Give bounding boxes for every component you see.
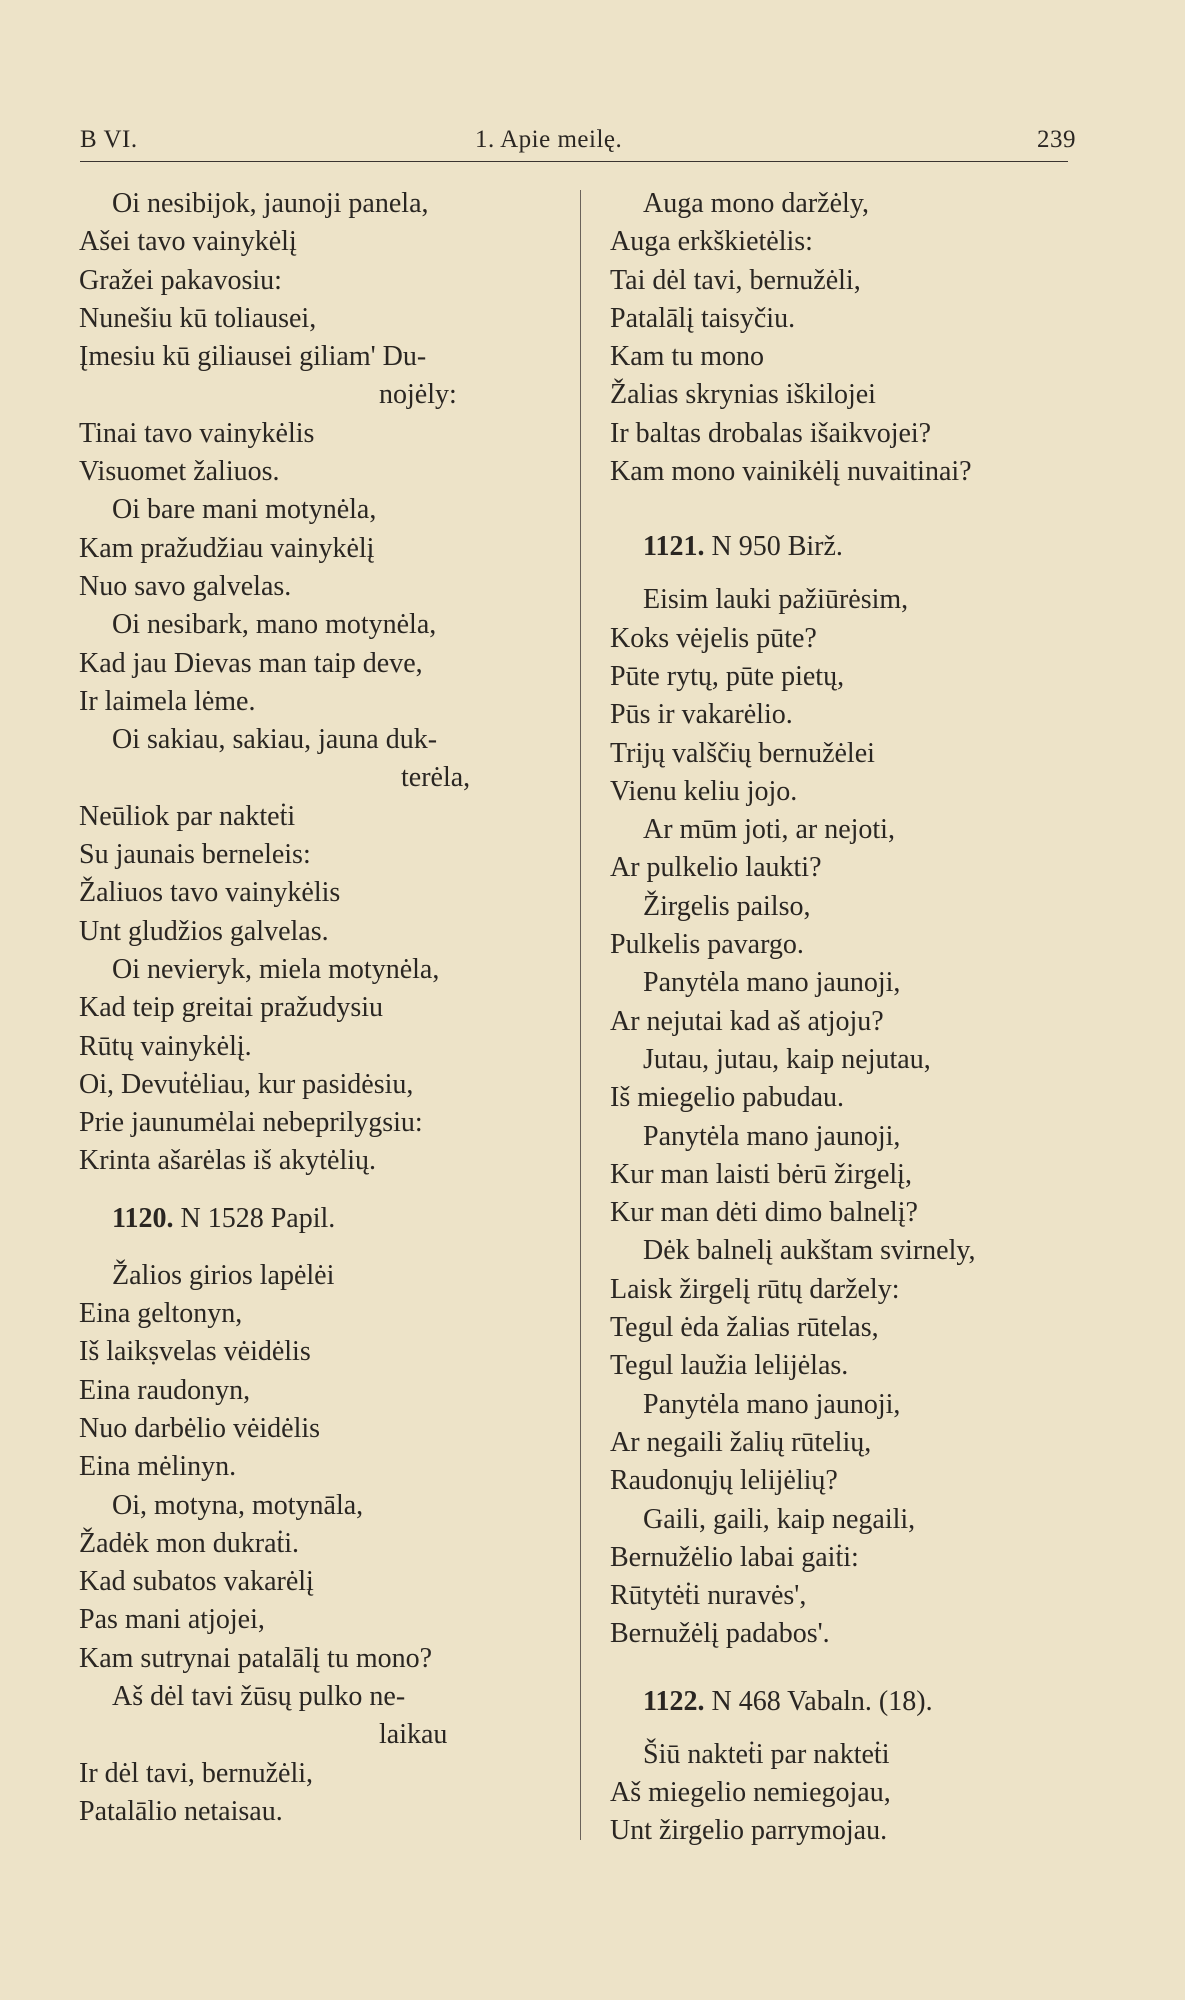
verse-line: Žadėk mon dukraṫi. — [79, 1527, 300, 1559]
verse-line: Žalios girios lapėlėi — [112, 1259, 335, 1291]
verse-line: Jutau, jutau, kaip nejutau, — [643, 1043, 931, 1075]
verse-line: Tegul laužia lelijėlas. — [610, 1350, 849, 1382]
song-source: N 1528 Papil. — [180, 1202, 336, 1234]
chapter-title: 1. Apie meilę. — [475, 126, 623, 153]
verse-line: Bernužėlį padabos'. — [610, 1618, 830, 1650]
verse-line: Pas mani atjojei, — [79, 1604, 265, 1636]
verse-line: Rūtytėṫi nuravės', — [610, 1580, 807, 1612]
verse-line: Ar nejutai kad aš atjoju? — [610, 1005, 884, 1037]
verse-line: Šiū nakteṫi par nakteṫi — [643, 1738, 890, 1770]
verse-line: Bernužėlio labai gaiṫi: — [610, 1541, 859, 1573]
song-number: 1120. — [112, 1202, 174, 1234]
verse-line: Ar pulkelio laukti? — [610, 852, 822, 884]
verse-line: Nuo savo galvelas. — [79, 570, 292, 602]
section-label: B VI. — [80, 126, 138, 153]
verse-line: Patalālio netaisau. — [79, 1795, 283, 1827]
column-divider — [580, 190, 581, 1840]
left-column — [79, 185, 549, 1831]
verse-line: Eina mėlinyn. — [79, 1451, 237, 1483]
verse-line: Ir dėl tavi, bernužėli, — [79, 1757, 314, 1789]
verse-line: Unt žirgelio parrymojau. — [610, 1815, 888, 1847]
song-source: N 950 Birž. — [711, 531, 843, 563]
verse-line: Vienu keliu jojo. — [610, 775, 798, 807]
song-number: 1121. — [643, 531, 705, 563]
verse-line: Tinai tavo vainykėlis — [79, 417, 315, 449]
verse-line: Aš dėl tavi žūsų pulko ne- — [112, 1680, 406, 1712]
verse-line: Oi, Devuṫėliau, kur pasidėsiu, — [79, 1068, 414, 1100]
verse-line: Panytėla mano jaunoji, — [643, 1120, 901, 1152]
verse-line: Oi nesibark, mano motynėla, — [112, 609, 437, 641]
verse-line: Nunešiu kū toliausei, — [79, 302, 317, 334]
verse-line: Dėk balnelį aukštam svirnely, — [643, 1235, 976, 1267]
verse-line: Ir baltas drobalas išaikvojei? — [610, 417, 932, 449]
verse-line: Oi nesibijok, jaunoji panela, — [112, 188, 429, 219]
verse-line: Oi nevieryk, miela motynėla, — [112, 953, 440, 985]
verse-line: Eina geltonyn, — [79, 1298, 243, 1330]
verse-line: Kad teip greitai pražudysiu — [79, 992, 384, 1024]
verse-line: Iš miegelio pabudau. — [610, 1082, 845, 1114]
verse-line: Su jaunais berneleis: — [79, 839, 311, 871]
verse-line: Ašei tavo vainykėlį — [79, 226, 297, 258]
verse-line: Iš laikṣvelas vėidėlis — [79, 1336, 311, 1368]
verse-line: Oi sakiau, sakiau, jauna duk- — [112, 724, 438, 756]
verse-line: Oi, motyna, motynāla, — [112, 1489, 364, 1521]
verse-line: Panytėla mano jaunoji, — [643, 967, 901, 999]
verse-line: Kam tu mono — [610, 341, 764, 373]
verse-line: Kam mono vainikėlį nuvaitinai? — [610, 456, 972, 488]
song-source: N 468 Vabaln. (18). — [711, 1685, 933, 1717]
verse-line: Ar negaili žalių rūtelių, — [610, 1426, 872, 1458]
verse-line: Tegul ėda žalias rūtelas, — [610, 1312, 879, 1344]
song-heading — [610, 1668, 1080, 1736]
song-heading — [79, 1181, 549, 1257]
verse-line: laikau — [379, 1719, 448, 1751]
song-number: 1122. — [643, 1685, 705, 1717]
verse-line: Pulkelis pavargo. — [610, 929, 804, 961]
verse-line: Gražei pakavosiu: — [79, 264, 282, 296]
verse-line: terėla, — [401, 762, 471, 794]
verse-line: Aš miegelio nemiegojau, — [610, 1776, 891, 1808]
verse-line: nojėly: — [379, 379, 457, 411]
header-rule — [80, 161, 1068, 162]
verse-line: Patalālį taisyčiu. — [610, 302, 796, 334]
verse-line: Žalias skrynias iškilojei — [610, 379, 876, 411]
verse-line: Ar mūm joti, ar nejoti, — [643, 814, 895, 846]
verse-line: Prie jaunumėlai nebeprilygsiu: — [79, 1107, 423, 1139]
verse-line: Pūs ir vakarėlio. — [610, 699, 793, 731]
verse-line: Žaliuos tavo vainykėlis — [79, 877, 341, 909]
verse-line: Gaili, gaili, kaip negaili, — [643, 1503, 916, 1535]
verse-line: Tai dėl tavi, bernužėli, — [610, 264, 861, 296]
verse-line: Ir laimela lėme. — [79, 685, 256, 717]
verse-line: Unt gludžios galvelas. — [79, 915, 329, 947]
verse-line: Kad jau Dievas man taip deve, — [79, 647, 423, 679]
song-heading — [610, 513, 1080, 581]
verse-line: Koks vėjelis pūte? — [610, 622, 817, 654]
verse-line: Nuo darbėlio vėidėlis — [79, 1412, 321, 1444]
verse-line: Raudonųjų lelijėlių? — [610, 1465, 838, 1497]
verse-line: Laisk žirgelį rūtų daržely: — [610, 1273, 900, 1305]
page-number: 239 — [1037, 126, 1076, 153]
verse-line: Kur man laisti bėrū žirgelį, — [610, 1158, 912, 1190]
verse-line: Kam sutrynai patalālį tu mono? — [79, 1642, 433, 1674]
verse-line: Kur man dėti dimo balnelį? — [610, 1197, 918, 1229]
verse-line: Neūliok par nakteṫi — [79, 800, 296, 832]
verse-line: Visuomet žaliuos. — [79, 456, 280, 488]
verse-line: Auga mono daržėly, — [643, 188, 869, 219]
verse-line: Oi bare mani motynėla, — [112, 494, 377, 526]
verse-line: Žirgelis pailso, — [643, 890, 811, 922]
verse-line: Rūtų vainykėlį. — [79, 1030, 252, 1062]
verse-line: Krinta ašarėlas iš akytėlių. — [79, 1145, 377, 1177]
right-column — [610, 185, 1080, 1851]
verse-line: Pūte rytų, pūte pietų, — [610, 660, 845, 692]
verse-line: Eina raudonyn, — [79, 1374, 251, 1406]
verse-line: Kad subatos vakarėlį — [79, 1566, 314, 1598]
verse-line: Panytėla mano jaunoji, — [643, 1388, 901, 1420]
verse-line: Kam pražudžiau vainykėlį — [79, 532, 375, 564]
verse-line: Auga erkškietėlis: — [610, 226, 813, 258]
verse-line: Įmesiu kū giliausei giliam' Du- — [79, 341, 427, 373]
verse-line: Eisim lauki pažiūrėsim, — [643, 584, 909, 616]
verse-line: Trijų valščių bernužėlei — [610, 737, 875, 769]
